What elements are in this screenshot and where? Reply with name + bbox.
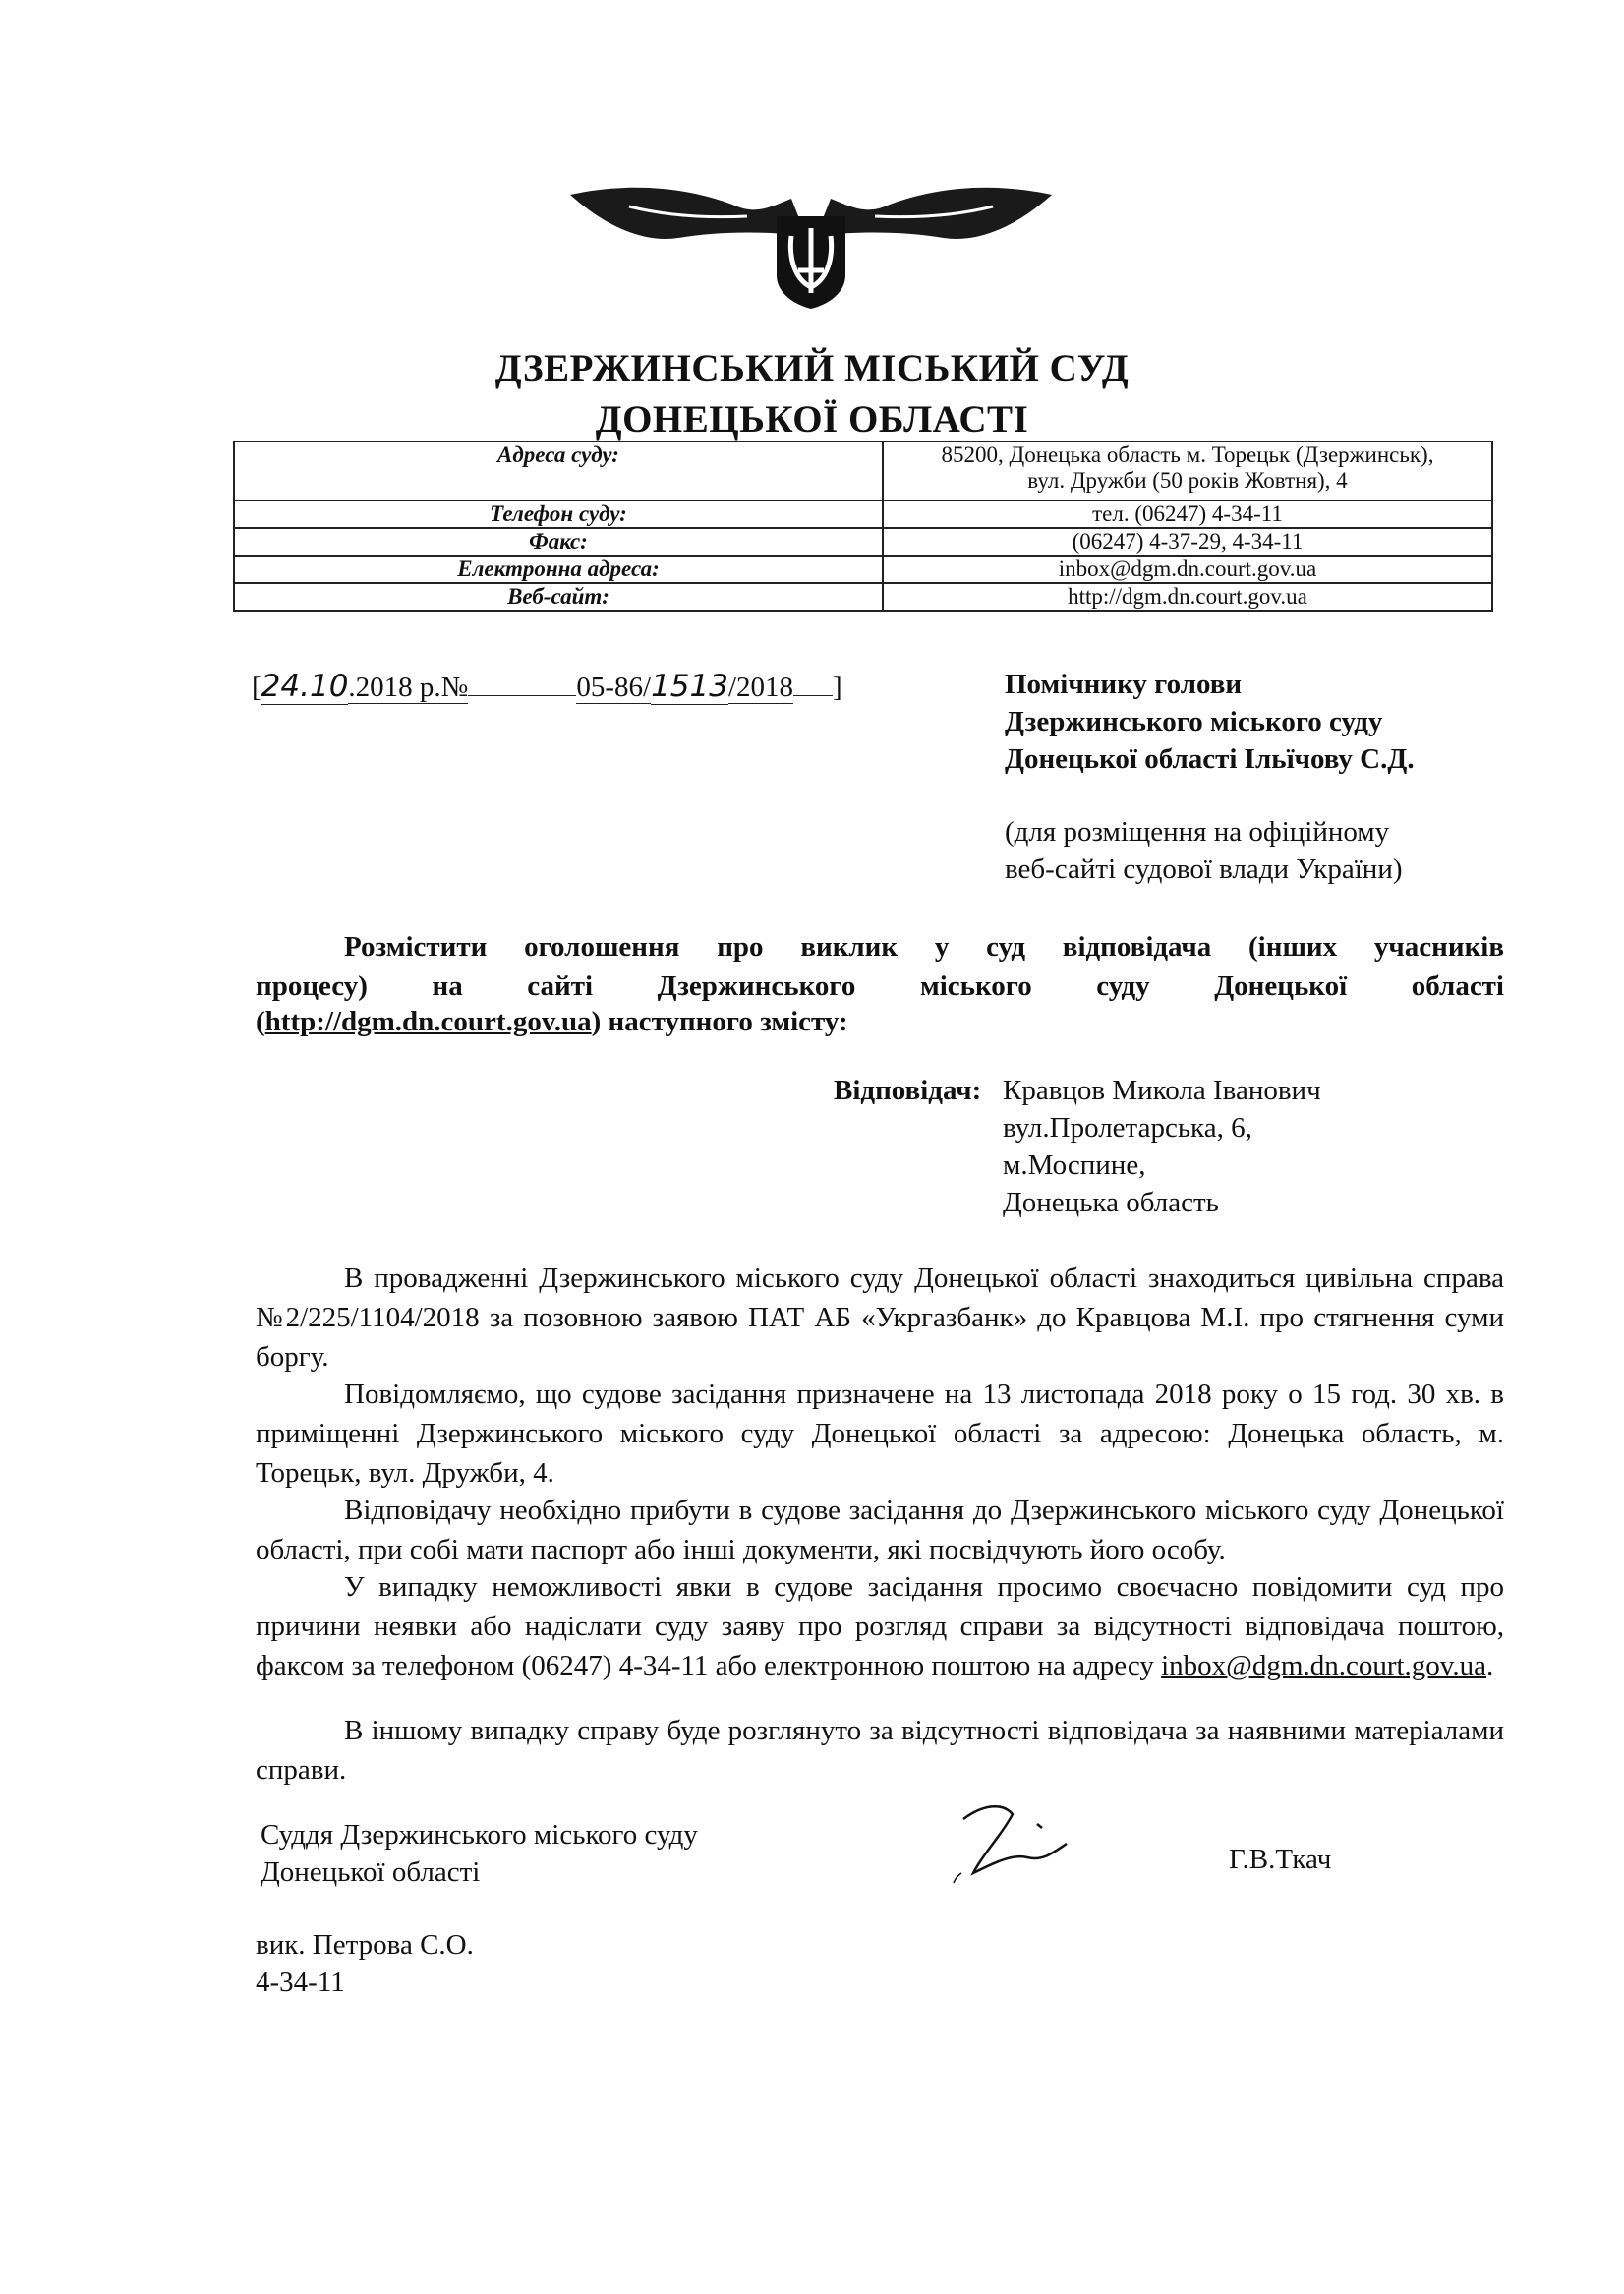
court-website-link[interactable]: http://dgm.dn.court.gov.ua <box>264 1006 592 1037</box>
addressee-note2: веб-сайті судової влади України) <box>1005 853 1403 885</box>
email-label: Електронна адреса: <box>234 556 883 583</box>
request-heading-line2: процесу) на сайті Дзержинського міського суду Донецької області <box>256 971 1504 1002</box>
outgoing-date-handwritten: 24.10 <box>261 669 349 704</box>
court-emblem-icon <box>570 177 1052 310</box>
body-paragraph-5: В іншому випадку справу буде розглянуто за відсутності відповідача за наявними матеріалами справи. <box>256 1715 1504 1786</box>
website-value[interactable]: http://dgm.dn.court.gov.ua <box>883 583 1492 611</box>
addressee-line2: Дзержинського міського суду <box>1005 706 1383 737</box>
addressee-line3: Донецької області Ільїчову С.Д. <box>1005 743 1415 775</box>
fax-value: (06247) 4-37-29, 4-34-11 <box>883 528 1492 556</box>
outgoing-number: [24.10.2018 р.№ 05-86/1513/2018 ] <box>252 669 842 704</box>
respondent-street: вул.Пролетарська, 6, <box>1003 1112 1252 1144</box>
signatory-name: Г.В.Ткач <box>1229 1844 1332 1875</box>
addressee-line1: Помічнику голови <box>1005 669 1243 700</box>
court-email-link[interactable]: inbox@dgm.dn.court.gov.ua <box>1161 1650 1487 1681</box>
court-name-line2: ДОНЕЦЬКОЇ ОБЛАСТІ <box>595 398 1029 441</box>
executor-phone: 4-34-11 <box>256 1967 345 1998</box>
court-info-table <box>233 441 1493 612</box>
email-value[interactable]: inbox@dgm.dn.court.gov.ua <box>883 556 1492 583</box>
signatory-position-line1: Суддя Дзержинського міського суду <box>261 1819 698 1851</box>
body-paragraph-4: У випадку неможливості явки в судове засідання просимо своєчасно повідомити суд про причини неявки або надіслати суду заяву про розгляд справи за відсутності відповідача поштою, факсом за телефоном (06247) 4-34-11 або електронною поштою на адресу inbox@dgm.dn.court.gov.ua. <box>256 1571 1504 1681</box>
phone-value: тел. (06247) 4-34-11 <box>883 500 1492 528</box>
respondent-city: м.Моспине, <box>1003 1149 1146 1181</box>
respondent-name: Кравцов Микола Іванович <box>1003 1075 1321 1106</box>
addressee-note1: (для розміщення на офіційному <box>1005 816 1390 848</box>
body-paragraph-1: В провадженні Дзержинського міського суду Донецької області знаходиться цивільна справа №2/225/1104/2018 за позовною заявою ПАТ АБ «Укргазбанк» до Кравцова М.І. про стягнення суми боргу. <box>256 1263 1504 1373</box>
phone-label: Телефон суду: <box>234 500 883 528</box>
executor-name: вик. Петрова С.О. <box>256 1929 474 1961</box>
fax-label: Факс: <box>234 528 883 556</box>
court-name-line1: ДЗЕРЖИНСЬКИЙ МІСЬКИЙ СУД <box>494 347 1130 389</box>
address-label: Адреса суду: <box>234 441 883 500</box>
signatory-position-line2: Донецької області <box>261 1856 481 1888</box>
respondent-label: Відповідач: <box>834 1075 982 1106</box>
address-value: 85200, Донецька область м. Торецьк (Дзержинськ), вул. Дружби (50 років Жовтня), 4 <box>883 441 1492 500</box>
request-heading-line3: (http://dgm.dn.court.gov.ua) наступного змісту: <box>256 1006 848 1037</box>
respondent-region: Донецька область <box>1003 1187 1219 1218</box>
handwritten-signature-icon <box>944 1785 1091 1903</box>
website-label: Веб-сайт: <box>234 583 883 611</box>
outgoing-number-handwritten: 1513 <box>651 669 728 704</box>
request-heading-line1: Розмістити оголошення про виклик у суд відповідача (інших учасників <box>344 931 1504 963</box>
body-paragraph-3: Відповідачу необхідно прибути в судове засідання до Дзержинського міського суду Донецької області, при собі мати паспорт або інші документи, які посвідчують його особу. <box>256 1495 1504 1565</box>
body-paragraph-2: Повідомляємо, що судове засідання призначене на 13 листопада 2018 року о 15 год. 30 хв. в приміщенні Дзержинського міського суду Донецької області за адресою: Донецька область, м. Торецьк, вул. Дружби, 4. <box>256 1379 1504 1489</box>
